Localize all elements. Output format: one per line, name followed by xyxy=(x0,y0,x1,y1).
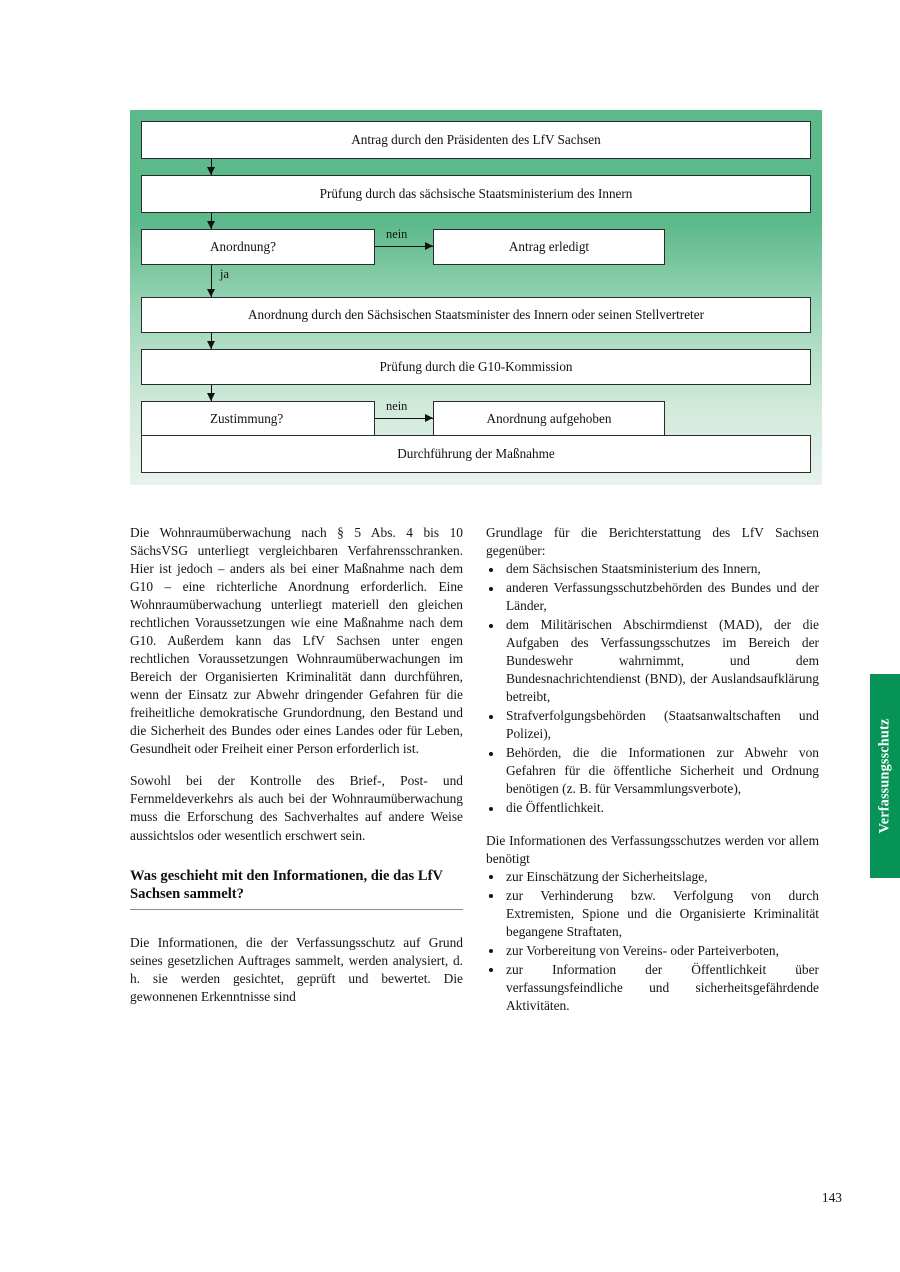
recipients-list-item xyxy=(486,560,819,578)
flow-arrow-1 xyxy=(207,167,215,175)
recipients-list-item-label: dem Sächsischen Staatsministerium des Innern, xyxy=(506,561,761,577)
section-side-tab-label: Verfassungsschutz xyxy=(876,718,893,834)
flow-edge-label-ja-1: ja xyxy=(220,267,229,281)
flow-node-anordnung-minister-label: Anordnung durch den Sächsischen Staatsminister des Innern oder seinen Stellvertreter xyxy=(248,307,704,323)
flow-node-antrag-erledigt-label: Antrag erledigt xyxy=(508,239,590,255)
flow-arrow-ja-1 xyxy=(207,289,215,297)
bullet-icon xyxy=(489,624,493,628)
bullet-icon xyxy=(489,715,493,719)
recipients-list-item xyxy=(486,616,819,706)
bullet-icon xyxy=(489,587,493,591)
recipients-list-item-label: Behörden, die die Informationen zur Abwehr von Gefahren für die öffentliche Sicherheit und Ordnung benötigen (z. B. für Versammlungsverbote), xyxy=(506,745,819,797)
bullet-icon xyxy=(489,568,493,572)
flowchart-panel xyxy=(130,110,822,485)
left-text-column xyxy=(130,524,463,1020)
purposes-list xyxy=(486,868,819,1015)
bullet-icon xyxy=(489,968,493,972)
section-heading-rule xyxy=(130,909,463,910)
recipients-list-item xyxy=(486,707,819,743)
purposes-list-item xyxy=(486,887,819,941)
bullet-icon xyxy=(489,894,493,898)
purposes-list-item-label: zur Vorbereitung von Vereins- oder Parteiverboten, xyxy=(506,942,779,958)
flow-node-pruefung-g10-label: Prüfung durch die G10-Kommission xyxy=(379,359,573,375)
purposes-list-item-label: zur Verhinderung bzw. Verfolgung von durch Extremisten, Spione und die Organisierte Kriminalität begangene Straftaten, xyxy=(506,887,819,939)
flow-node-antrag-label: Antrag durch den Präsidenten des LfV Sachsen xyxy=(351,132,601,148)
flow-node-antrag-erledigt xyxy=(433,229,665,265)
purposes-list-item xyxy=(486,942,819,960)
flow-node-zustimmung-frage xyxy=(141,401,375,437)
purposes-list-item-label: zur Einschätzung der Sicherheitslage, xyxy=(506,868,708,884)
flow-node-anordnung-frage-label: Anordnung? xyxy=(210,239,276,255)
right-intro-2: Die Informationen des Verfassungsschutzes werden vor allem benötigt xyxy=(486,832,819,866)
purposes-list-item xyxy=(486,868,819,886)
flow-edge-label-nein-1: nein xyxy=(386,227,408,241)
left-paragraph-2: Sowohl bei der Kontrolle des Brief-, Post- und Fernmeldeverkehrs als auch bei der Wohnraumüberwachung muss die Erforschung des Sachverhaltes auf andere Weise aussichtslos oder wesentlich erschwert sein. xyxy=(130,773,463,843)
recipients-list-item-label: die Öffentlichkeit. xyxy=(506,800,604,816)
purposes-list-item-label: zur Information der Öffentlichkeit über verfassungsfeindliche und sicherheitsgefährdende Aktivitäten. xyxy=(506,961,819,1013)
recipients-list-item-label: Strafverfolgungsbehörden (Staatsanwaltschaften und Polizei), xyxy=(506,708,819,742)
flow-node-anordnung-aufgehoben xyxy=(433,401,665,437)
recipients-list-item-label: anderen Verfassungsschutzbehörden des Bundes und der Länder, xyxy=(506,580,819,614)
right-intro-1: Grundlage für die Berichterstattung des LfV Sachsen gegenüber: xyxy=(486,525,819,559)
flow-node-zustimmung-frage-label: Zustimmung? xyxy=(210,411,284,427)
flow-node-durchfuehrung xyxy=(141,435,811,473)
flow-node-pruefung-smi xyxy=(141,175,811,213)
flow-node-pruefung-smi-label: Prüfung durch das sächsische Staatsministerium des Innern xyxy=(319,186,633,202)
bullet-icon xyxy=(489,949,493,953)
purposes-list-item xyxy=(486,961,819,1015)
flow-node-anordnung-frage xyxy=(141,229,375,265)
recipients-list-item-label: dem Militärischen Abschirmdienst (MAD), der die Aufgaben des Verfassungsschutzes im Bereich der Bundeswehr wahrnimmt, und dem Bundesnachrichtendienst (BND), der Auslandsaufklärung betreibt, xyxy=(506,617,819,705)
flow-node-antrag xyxy=(141,121,811,159)
page-number: 143 xyxy=(821,1190,842,1205)
left-paragraph-3: Die Informationen, die der Verfassungsschutz auf Grund seines gesetzlichen Auftrages sammelt, werden analysiert, d. h. sie werden gesichtet, geprüft und bewertet. Die gewonnenen Erkenntnisse sind xyxy=(130,935,463,1005)
bullet-icon xyxy=(489,875,493,879)
recipients-list xyxy=(486,560,819,817)
recipients-list-item xyxy=(486,799,819,817)
flow-arrow-3 xyxy=(207,341,215,349)
flow-edge-label-nein-2: nein xyxy=(386,399,408,413)
right-text-column xyxy=(486,524,819,1029)
flow-node-durchfuehrung-label: Durchführung der Maßnahme xyxy=(397,446,555,462)
flow-arrow-4 xyxy=(207,393,215,401)
flow-node-pruefung-g10 xyxy=(141,349,811,385)
left-paragraph-1: Die Wohnraumüberwachung nach § 5 Abs. 4 bis 10 SächsVSG unterliegt vergleichbaren Verfahrensschranken. Hier ist jedoch – anders als bei einer Maßnahme nach dem G10 – eine richterliche Anordnung erforderlich. Eine Wohnraumüberwachung unterliegt materiell den gleichen rechtlichen Voraussetzungen wie eine Maßnahme nach dem G10. Außerdem kann das LfV Sachsen unter engen rechtlichen Voraussetzungen Wohnraumüberwachungen im Bereich der Organisierten Kriminalität dann durchführen, wenn der Einsatz zur Abwehr dringender Gefahren für die freiheitliche demokratische Grundordnung, den Bestand und die Sicherheit des Bundes oder eines Landes oder für Leben, Gesundheit oder Freiheit einer Person erforderlich ist. xyxy=(130,525,463,757)
flow-arrow-nein-1 xyxy=(425,242,433,250)
flow-node-anordnung-aufgehoben-label: Anordnung aufgehoben xyxy=(486,411,612,427)
flow-arrow-nein-2 xyxy=(425,414,433,422)
recipients-list-item xyxy=(486,579,819,615)
section-heading: Was geschieht mit den Informationen, die das LfV Sachsen sammelt? xyxy=(130,867,443,902)
flow-node-anordnung-minister xyxy=(141,297,811,333)
bullet-icon xyxy=(489,807,493,811)
flow-arrow-2 xyxy=(207,221,215,229)
recipients-list-item xyxy=(486,744,819,798)
bullet-icon xyxy=(489,752,493,756)
section-side-tab xyxy=(870,674,900,878)
